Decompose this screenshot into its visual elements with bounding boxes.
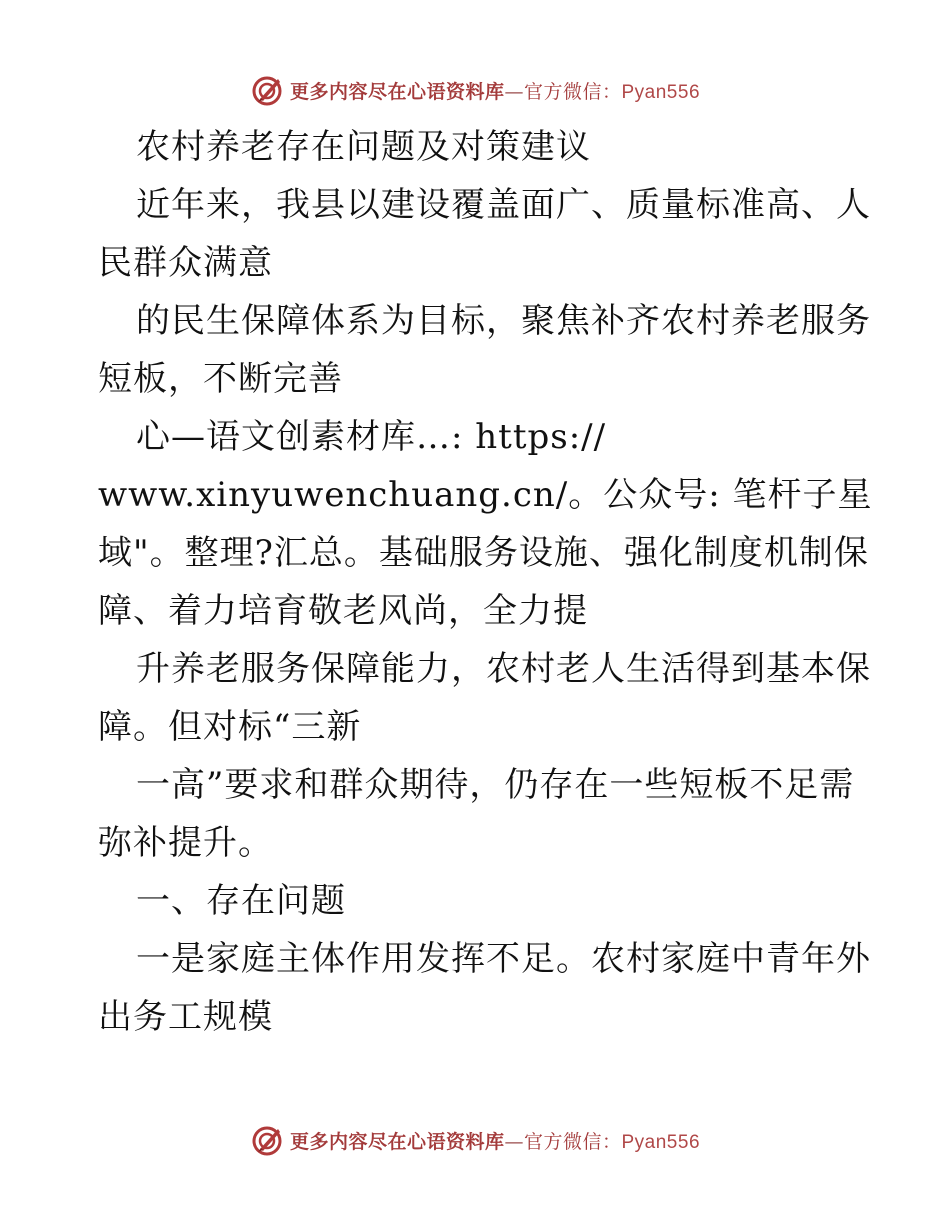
document-body — [98, 118, 873, 1046]
banner-text — [290, 77, 700, 104]
text-line: 民群众满意 — [98, 243, 273, 283]
banner-wechat-label: 官方微信： — [523, 1130, 622, 1153]
text-line: 农村养老存在问题及对策建议 — [136, 127, 591, 167]
text-line: 障、着力培育敬老风尚，全力提 — [98, 591, 588, 631]
quill-pen-logo-icon — [250, 73, 284, 107]
text-line: 出务工规模 — [98, 997, 273, 1037]
text-line: 障。但对标“三新 — [98, 707, 362, 747]
banner-main-text: 更多内容尽在心语资料库 — [289, 80, 505, 103]
banner-dash: — — [504, 1130, 524, 1153]
text-line: 的民生保障体系为目标，聚焦补齐农村养老服务 — [136, 301, 871, 341]
banner-text — [290, 1127, 700, 1154]
header-banner — [0, 70, 950, 110]
text-line: 一高”要求和群众期待，仍存在一些短板不足需 — [136, 765, 855, 805]
quill-pen-logo-icon — [250, 1123, 284, 1157]
banner-wechat-id: Pyan556 — [621, 1131, 701, 1153]
banner-dash: — — [504, 80, 524, 103]
banner-wechat-label: 官方微信： — [523, 80, 622, 103]
text-line: 短板，不断完善 — [98, 359, 343, 399]
banner-main-text: 更多内容尽在心语资料库 — [289, 1130, 505, 1153]
text-line: www.xinyuwenchuang.cn/。公众号: 笔杆子星 — [98, 475, 873, 515]
text-line: 近年来，我县以建设覆盖面广、质量标准高、人 — [136, 185, 871, 225]
text-line: 域"。整理?汇总。基础服务设施、强化制度机制保 — [98, 533, 869, 573]
banner-wechat-id: Pyan556 — [621, 81, 701, 103]
text-line: 心—语文创素材库…: https:// — [136, 417, 607, 457]
text-line: 弥补提升。 — [98, 823, 273, 863]
text-line: 一、存在问题 — [136, 881, 346, 921]
footer-banner — [0, 1120, 950, 1160]
text-line: 升养老服务保障能力，农村老人生活得到基本保 — [136, 649, 871, 689]
text-line: 一是家庭主体作用发挥不足。农村家庭中青年外 — [136, 939, 871, 979]
